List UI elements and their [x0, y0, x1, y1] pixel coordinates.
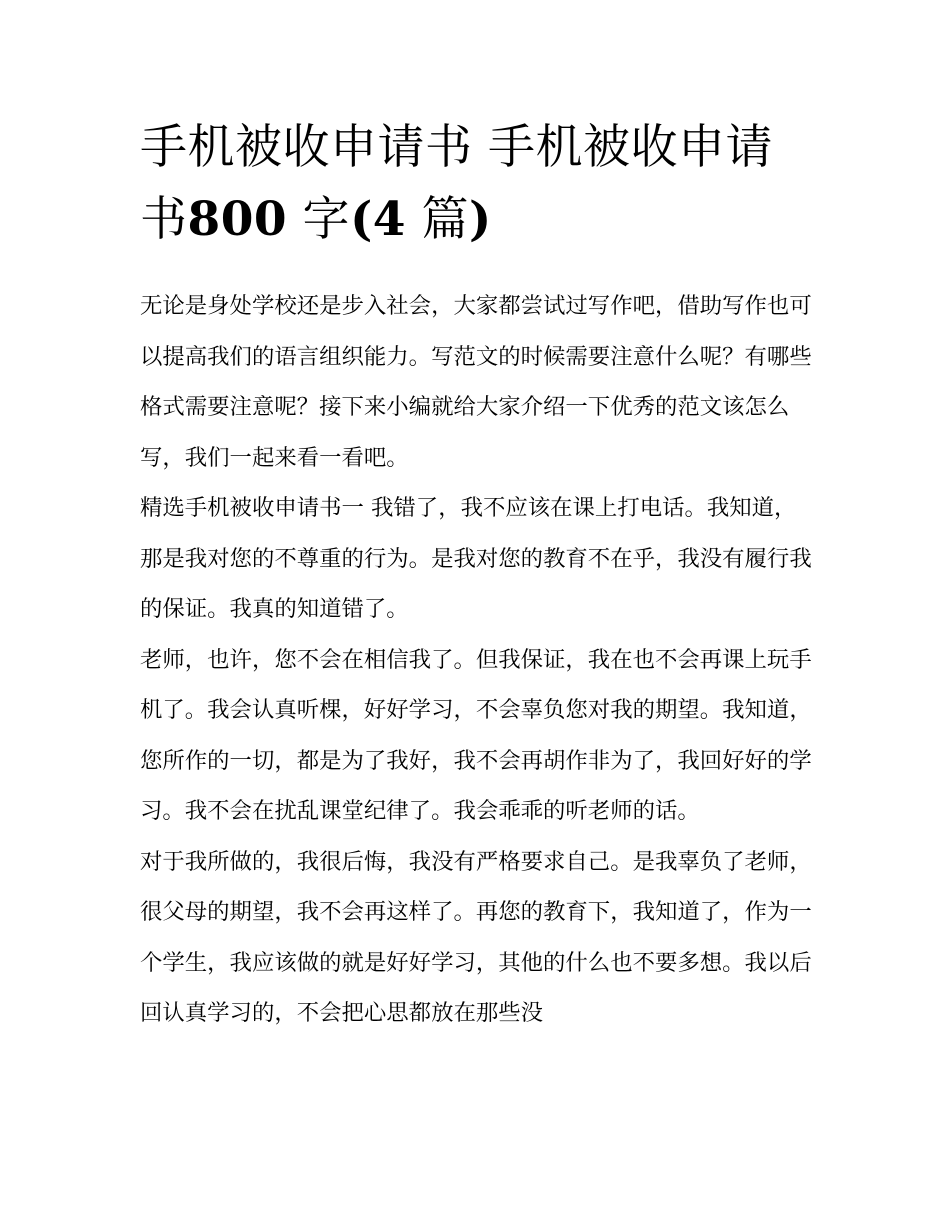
- paragraph-reflection: 对于我所做的，我很后悔，我没有严格要求自己。是我辜负了老师，很父母的期望，我不会再这样了。再您的教育下，我知道了，作为一个学生，我应该做的就是好好学习，其他的什么也不要多想。我以后回认真学习的，不会把心思都放在那些没: [140, 848, 812, 1026]
- paragraph-intro: 无论是身处学校还是步入社会，大家都尝试过写作吧，借助写作也可以提高我们的语言组织能力。写范文的时候需要注意什么呢？有哪些格式需要注意呢？接下来小编就给大家介绍一下优秀的范文该怎么写，我们一起来看一看吧。: [140, 293, 812, 471]
- title-number: 800: [187, 192, 288, 247]
- document-content: [140, 112, 812, 1039]
- title-unit: 字: [287, 192, 351, 247]
- document-body: [140, 281, 812, 1039]
- paragraph-promise: 老师，也许，您不会在相信我了。但我保证，我在也不会再课上玩手机了。我会认真听棵，好好学习，不会辜负您对我的期望。我知道，您所作的一切，都是为了我好，我不会再胡作非为了，我回好好的学习。我不会在扰乱课堂纪律了。我会乖乖的听老师的话。: [140, 646, 812, 824]
- title-text: 手机被收申请书 手机被收申请书: [140, 120, 773, 247]
- title-count-unit: 篇: [406, 192, 469, 247]
- paragraph-apology: 精选手机被收申请书一 我错了，我不应该在课上打电话。我知道，那是我对您的不尊重的行为。是我对您的教育不在乎，我没有履行我的保证。我真的知道错了。: [140, 495, 812, 622]
- title-count: (4: [350, 192, 407, 247]
- title-close-paren: ): [468, 192, 492, 247]
- document-title: [140, 112, 812, 256]
